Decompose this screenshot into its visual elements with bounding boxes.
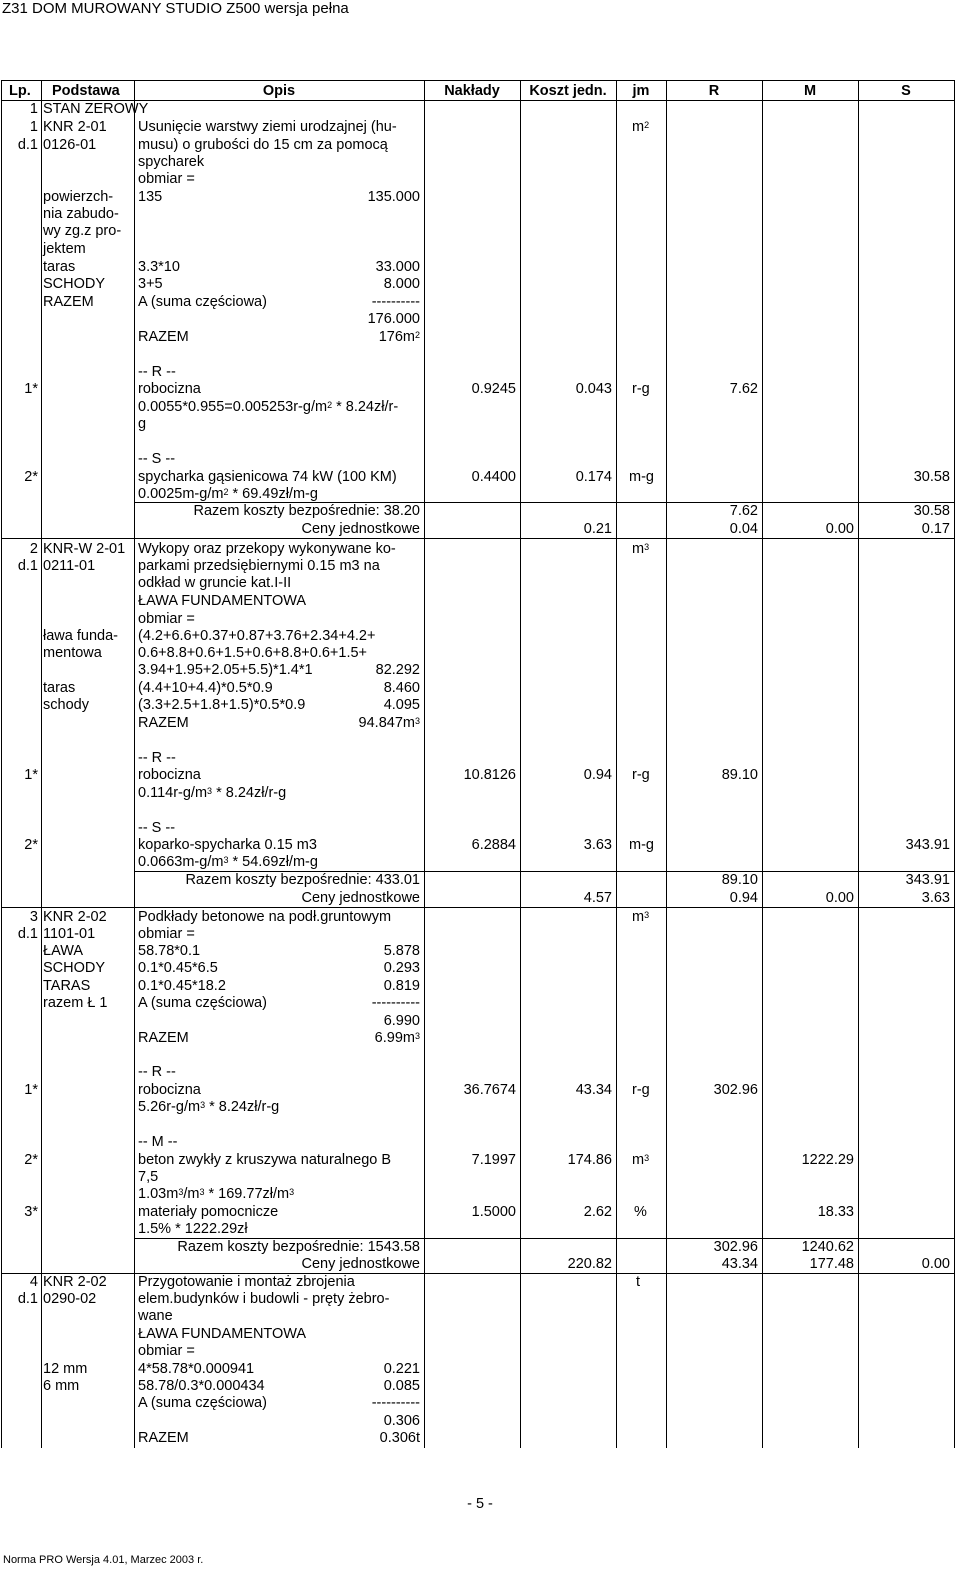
item-name: materiały pomocnicze bbox=[138, 1204, 279, 1220]
calc-expr: 58.78*0.1 bbox=[138, 943, 201, 959]
item-price: 3.63 bbox=[583, 837, 612, 853]
item-r: 302.96 bbox=[713, 1082, 758, 1098]
item-name: beton zwykły z kruszywa naturalnego B bbox=[138, 1152, 392, 1168]
unit-s: 3.63 bbox=[921, 890, 950, 906]
position-desc: Usunięcie warstwy ziemi urodzajnej (hu- bbox=[138, 119, 397, 135]
calc-value: 176.000 bbox=[367, 311, 420, 327]
item-r: 89.10 bbox=[721, 767, 758, 783]
item-price: 43.34 bbox=[575, 1082, 612, 1098]
calc-label: razem Ł 1 bbox=[43, 995, 108, 1011]
item-qty: 10.8126 bbox=[463, 767, 516, 783]
sum-label: Razem koszty bezpośrednie: 1543.58 bbox=[177, 1239, 420, 1255]
calc-expr: 0.1*0.45*6.5 bbox=[138, 960, 218, 976]
item-no: 2* bbox=[24, 1152, 38, 1168]
calc-value: 4.095 bbox=[383, 697, 420, 713]
sum-r: 7.62 bbox=[729, 503, 758, 519]
header-koszt: Koszt jedn. bbox=[529, 83, 607, 99]
item-jm: m-g bbox=[629, 469, 654, 485]
item-price: 2.62 bbox=[583, 1204, 612, 1220]
item-m: 1222.29 bbox=[801, 1152, 854, 1168]
calc-expr: 3+5 bbox=[138, 276, 163, 292]
item-name: koparko-spycharka 0.15 m3 bbox=[138, 837, 317, 853]
position-lp: 1 bbox=[29, 119, 38, 135]
position-lp-d: d.1 bbox=[17, 926, 38, 942]
header-naklady: Nakłady bbox=[444, 83, 500, 99]
calc-value: ---------- bbox=[371, 995, 420, 1011]
calc-total: $94.847m^3$ bbox=[358, 715, 420, 731]
item-formula: 1.5% * 1222.29zł bbox=[138, 1221, 248, 1237]
header-jm: jm bbox=[632, 83, 650, 99]
calc-label: SCHODY bbox=[43, 276, 106, 292]
item-qty: 0.9245 bbox=[471, 381, 516, 397]
position-base: KNR 2-01 bbox=[43, 119, 107, 135]
sum-r: 89.10 bbox=[721, 872, 758, 888]
calc-value: 82.292 bbox=[375, 662, 420, 678]
calc-expr: A (suma częściowa) bbox=[138, 294, 267, 310]
item-jm: % bbox=[634, 1204, 647, 1220]
header-r: R bbox=[708, 83, 720, 99]
position-base-code: 0290-02 bbox=[43, 1291, 97, 1307]
item-jm: r-g bbox=[632, 381, 650, 397]
unit-r: 0.94 bbox=[729, 890, 758, 906]
item-head: -- M -- bbox=[138, 1134, 178, 1150]
item-formula: $0.0663m-g/m^3$ * 54.69zł/m-g bbox=[138, 854, 318, 870]
calc-label: TARAS bbox=[43, 978, 91, 994]
position-unit: $m^3$ bbox=[632, 909, 650, 925]
item-m: 18.33 bbox=[817, 1204, 854, 1220]
item-qty: 0.4400 bbox=[471, 469, 516, 485]
item-no: 3* bbox=[24, 1204, 38, 1220]
calc-label: schody bbox=[43, 697, 89, 713]
calc-value: 8.460 bbox=[383, 680, 420, 696]
calc-value: 0.221 bbox=[383, 1361, 420, 1377]
calc-label: powierzch- bbox=[43, 189, 114, 205]
item-jm: r-g bbox=[632, 1082, 650, 1098]
position-desc: Podkłady betonowe na podł.gruntowym bbox=[138, 909, 392, 925]
calc-expr: (3.3+2.5+1.8+1.5)*0.5*0.9 bbox=[138, 697, 306, 713]
item-name: robocizna bbox=[138, 381, 201, 397]
position-lp-d: d.1 bbox=[17, 1291, 38, 1307]
item-price: 0.043 bbox=[575, 381, 612, 397]
position-desc: Przygotowanie i montaż zbrojenia bbox=[138, 1274, 355, 1290]
position-desc: obmiar = bbox=[138, 171, 195, 187]
item-head: -- S -- bbox=[138, 820, 176, 836]
sum-label: Razem koszty bezpośrednie: 433.01 bbox=[185, 872, 420, 888]
calc-expr: RAZEM bbox=[138, 715, 189, 731]
calc-total: 0.306t bbox=[379, 1430, 420, 1446]
footer-text: Norma PRO Wersja 4.01, Marzec 2003 r. bbox=[3, 1554, 204, 1566]
position-desc: elem.budynków i budowli - pręty żebro- bbox=[138, 1291, 390, 1307]
item-formula: $0.0025m-g/m^2$ * 69.49zł/m-g bbox=[138, 486, 318, 502]
section-name: STAN ZEROWY bbox=[43, 101, 149, 117]
calc-expr: 3.3*10 bbox=[138, 259, 180, 275]
item-jm: $m^3$ bbox=[632, 1152, 650, 1168]
calc-label: ława funda- bbox=[43, 628, 118, 644]
calc-expr: 0.1*0.45*18.2 bbox=[138, 978, 226, 994]
unit-s: 0.17 bbox=[921, 521, 950, 537]
calc-label: taras bbox=[43, 259, 76, 275]
position-lp: 3 bbox=[29, 909, 38, 925]
position-desc: Wykopy oraz przekopy wykonywane ko- bbox=[138, 541, 396, 557]
calc-label: 12 mm bbox=[43, 1361, 88, 1377]
unit-price: 220.82 bbox=[567, 1256, 612, 1272]
calc-value: 0.293 bbox=[383, 960, 420, 976]
calc-expr: RAZEM bbox=[138, 1430, 189, 1446]
item-head: -- R -- bbox=[138, 1064, 176, 1080]
position-base-code: 0126-01 bbox=[43, 137, 97, 153]
sum-label: Razem koszty bezpośrednie: 38.20 bbox=[193, 503, 420, 519]
calc-value: ---------- bbox=[371, 1395, 420, 1411]
position-base: KNR 2-02 bbox=[43, 909, 107, 925]
calc-label: RAZEM bbox=[43, 294, 94, 310]
unit-label: Ceny jednostkowe bbox=[301, 890, 420, 906]
header-lp: Lp. bbox=[9, 83, 31, 99]
calc-value: 8.000 bbox=[383, 276, 420, 292]
calc-expr: 4*58.78*0.000941 bbox=[138, 1361, 255, 1377]
header-opis: Opis bbox=[262, 83, 296, 99]
position-desc: musu) o grubości do 15 cm za pomocą bbox=[138, 137, 388, 153]
calc-value: 0.819 bbox=[383, 978, 420, 994]
position-lp-d: d.1 bbox=[17, 558, 38, 574]
calc-expr: 135 bbox=[138, 189, 163, 205]
item-formula-cont: g bbox=[138, 416, 147, 432]
calc-value: 6.990 bbox=[383, 1013, 420, 1029]
item-name: robocizna bbox=[138, 767, 201, 783]
unit-r: 43.34 bbox=[721, 1256, 758, 1272]
calc-total: $6.99m^3$ bbox=[374, 1030, 420, 1046]
position-lp: 4 bbox=[29, 1274, 38, 1290]
calc-label: nia zabudo- bbox=[43, 206, 119, 222]
position-desc: ŁAWA FUNDAMENTOWA bbox=[138, 593, 307, 609]
item-head: -- R -- bbox=[138, 364, 176, 380]
unit-m: 177.48 bbox=[809, 1256, 854, 1272]
unit-price: 4.57 bbox=[583, 890, 612, 906]
item-no: 2* bbox=[24, 469, 38, 485]
calc-expr: A (suma częściowa) bbox=[138, 1395, 267, 1411]
table-top-border bbox=[1, 80, 954, 81]
calc-value: 135.000 bbox=[367, 189, 420, 205]
calc-label: taras bbox=[43, 680, 76, 696]
item-s: 30.58 bbox=[913, 469, 950, 485]
position-desc: obmiar = bbox=[138, 1343, 195, 1359]
section-no: 1 bbox=[29, 101, 38, 117]
calc-expr: 3.94+1.95+2.05+5.5)*1.4*1 bbox=[138, 662, 313, 678]
page-number: - 5 - bbox=[467, 1496, 493, 1512]
item-formula: $1.03m^3/m^3$ * $169.77zł/m^3$ bbox=[138, 1186, 295, 1202]
item-name: spycharka gąsienicowa 74 kW (100 KM) bbox=[138, 469, 397, 485]
position-unit: $m^2$ bbox=[632, 119, 650, 135]
header-podstawa: Podstawa bbox=[52, 83, 120, 99]
item-no: 2* bbox=[24, 837, 38, 853]
position-separator bbox=[134, 502, 954, 503]
item-no: 1* bbox=[24, 381, 38, 397]
calc-value: 5.878 bbox=[383, 943, 420, 959]
position-separator bbox=[1, 907, 954, 908]
position-lp: 2 bbox=[29, 541, 38, 557]
col-border-5 bbox=[616, 80, 617, 1448]
calc-expr: RAZEM bbox=[138, 1030, 189, 1046]
position-unit: t bbox=[636, 1274, 641, 1290]
calc-value: ---------- bbox=[371, 294, 420, 310]
calc-value: 33.000 bbox=[375, 259, 420, 275]
position-desc: wane bbox=[138, 1308, 173, 1324]
item-name-cont: 7,5 bbox=[138, 1169, 159, 1185]
position-desc: obmiar = bbox=[138, 926, 195, 942]
calc-label: wy zg.z pro- bbox=[43, 223, 122, 239]
item-price: 0.174 bbox=[575, 469, 612, 485]
position-unit: $m^3$ bbox=[632, 541, 650, 557]
item-s: 343.91 bbox=[905, 837, 950, 853]
calc-expr: (4.4+10+4.4)*0.5*0.9 bbox=[138, 680, 273, 696]
calc-expr: 58.78/0.3*0.000434 bbox=[138, 1378, 265, 1394]
header-m: M bbox=[803, 83, 817, 99]
item-qty: 36.7674 bbox=[463, 1082, 516, 1098]
unit-s: 0.00 bbox=[921, 1256, 950, 1272]
item-qty: 6.2884 bbox=[471, 837, 516, 853]
calc-label: 6 mm bbox=[43, 1378, 80, 1394]
position-desc: ŁAWA FUNDAMENTOWA bbox=[138, 1326, 307, 1342]
sum-m: 1240.62 bbox=[801, 1239, 854, 1255]
header-s: S bbox=[901, 83, 911, 99]
item-price: 174.86 bbox=[567, 1152, 612, 1168]
unit-price: 0.21 bbox=[583, 521, 612, 537]
position-desc: spycharek bbox=[138, 154, 205, 170]
calc-expr: A (suma częściowa) bbox=[138, 995, 267, 1011]
col-border-1 bbox=[41, 80, 42, 1448]
item-no: 1* bbox=[24, 767, 38, 783]
unit-label: Ceny jednostkowe bbox=[301, 521, 420, 537]
position-desc: parkami przedsiębiernymi 0.15 m3 na bbox=[138, 558, 380, 574]
col-border-9 bbox=[954, 80, 955, 1448]
item-jm: r-g bbox=[632, 767, 650, 783]
calc-value: 0.306 bbox=[383, 1413, 420, 1429]
calc-value: 0.085 bbox=[383, 1378, 420, 1394]
item-price: 0.94 bbox=[583, 767, 612, 783]
item-formula: $0.114r-g/m^3$ * 8.24zł/r-g bbox=[138, 785, 287, 801]
item-jm: m-g bbox=[629, 837, 654, 853]
item-formula: $0.0055*0.955=0.005253r-g/m^2$ * 8.24zł/r- bbox=[138, 399, 399, 415]
calc-expr: (4.2+6.6+0.37+0.87+3.76+2.34+4.2+ bbox=[138, 628, 376, 644]
position-desc: obmiar = bbox=[138, 611, 195, 627]
calc-expr: RAZEM bbox=[138, 329, 189, 345]
calc-label: ŁAWA bbox=[43, 943, 84, 959]
calc-total: $176m^2$ bbox=[378, 329, 420, 345]
item-head: -- R -- bbox=[138, 750, 176, 766]
calc-expr: 0.6+8.8+0.6+1.5+0.6+8.8+0.6+1.5+ bbox=[138, 645, 367, 661]
col-border-4 bbox=[520, 80, 521, 1448]
position-separator bbox=[1, 538, 954, 539]
col-border-0 bbox=[1, 80, 2, 1448]
col-border-3 bbox=[424, 80, 425, 1448]
position-desc: odkład w gruncie kat.I-II bbox=[138, 575, 292, 591]
col-border-8 bbox=[858, 80, 859, 1448]
calc-label: jektem bbox=[43, 241, 86, 257]
item-name: robocizna bbox=[138, 1082, 201, 1098]
position-base: KNR-W 2-01 bbox=[43, 541, 126, 557]
calc-label: mentowa bbox=[43, 645, 102, 661]
unit-label: Ceny jednostkowe bbox=[301, 1256, 420, 1272]
position-lp-d: d.1 bbox=[17, 137, 38, 153]
sum-r: 302.96 bbox=[713, 1239, 758, 1255]
sum-s: 343.91 bbox=[905, 872, 950, 888]
item-formula: $5.26r-g/m^3$ * 8.24zł/r-g bbox=[138, 1099, 280, 1115]
position-base-code: 0211-01 bbox=[43, 558, 96, 574]
document-title: Z31 DOM MUROWANY STUDIO Z500 wersja pełna bbox=[2, 0, 349, 17]
position-base-code: 1101-01 bbox=[43, 926, 96, 942]
item-r: 7.62 bbox=[729, 381, 758, 397]
position-base: KNR 2-02 bbox=[43, 1274, 107, 1290]
item-head: -- S -- bbox=[138, 451, 176, 467]
calc-label: SCHODY bbox=[43, 960, 106, 976]
unit-m: 0.00 bbox=[825, 521, 854, 537]
unit-r: 0.04 bbox=[729, 521, 758, 537]
item-qty: 1.5000 bbox=[471, 1204, 516, 1220]
item-qty: 7.1997 bbox=[471, 1152, 516, 1168]
unit-m: 0.00 bbox=[825, 890, 854, 906]
item-no: 1* bbox=[24, 1082, 38, 1098]
sum-s: 30.58 bbox=[913, 503, 950, 519]
